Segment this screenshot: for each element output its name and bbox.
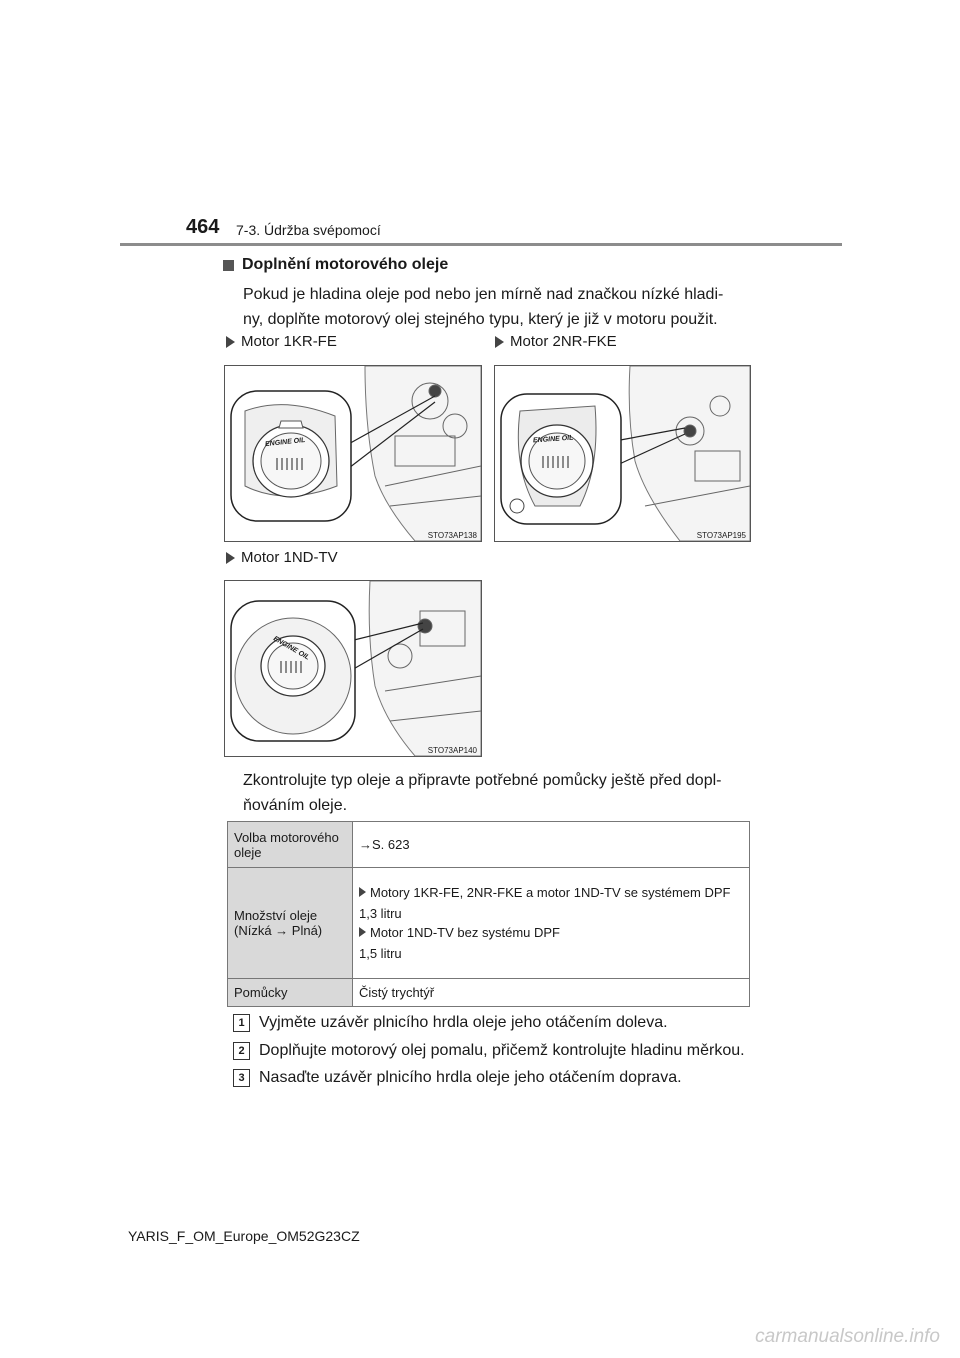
figure-caption-2nr (495, 333, 617, 350)
check-line: ňováním oleje. (243, 797, 348, 814)
oil-amount: 1,5 litru (359, 946, 402, 961)
engine-illustration (225, 581, 481, 756)
section-title: 7-3. Údržba svépomocí (236, 222, 381, 238)
step-number: 1 (233, 1014, 250, 1032)
figure-engine-2nr (494, 365, 751, 542)
step-number: 3 (233, 1069, 250, 1087)
figure-engine-1nd (224, 580, 482, 757)
oil-variant-item (359, 884, 743, 901)
watermark: carmanualsonline.info (755, 1326, 940, 1347)
oil-variant-item (359, 924, 743, 941)
header-divider (120, 243, 842, 246)
figure-code: STO73AP140 (427, 746, 477, 755)
page-number: 464 (186, 216, 220, 238)
section-heading-text: Doplnění motorového oleje (242, 256, 449, 273)
triangle-bullet-icon (359, 927, 366, 937)
table-value-cell (353, 868, 750, 979)
square-bullet-icon (223, 260, 234, 271)
check-line: Zkontrolujte typ oleje a připravte potřebné pomůcky ještě před dopl- (243, 772, 722, 789)
cap-label: ENGINE OIL (264, 436, 306, 449)
figure-code: STO73AP195 (696, 531, 746, 540)
table-row (228, 979, 750, 1007)
figure-caption-1kr (226, 333, 337, 350)
cap-label: ENGINE OIL (532, 434, 574, 445)
table-label-line: Množství oleje (234, 908, 318, 923)
table-label-cell: Volba motorového oleje (228, 822, 353, 868)
figure-caption-1nd (226, 549, 338, 566)
figure-caption-text: Motor 2NR-FKE (510, 333, 617, 350)
intro-line: ny, doplňte motorový olej stejného typu, který je již v motoru použit. (243, 311, 718, 328)
oil-spec-table (227, 821, 750, 1007)
step-text: Nasaďte uzávěr plnicího hrdla oleje jeho otáčením doprava. (259, 1069, 682, 1086)
table-label-line: (Nízká → Plná) (234, 923, 323, 938)
table-label-cell: Pomůcky (228, 979, 353, 1007)
step-number: 2 (233, 1042, 250, 1060)
step-text: Doplňujte motorový olej pomalu, přičemž kontrolujte hladinu měrkou. (259, 1042, 745, 1059)
table-value-cell: →S. 623 (353, 822, 750, 868)
step-3 (233, 1069, 682, 1087)
figure-caption-text: Motor 1ND-TV (241, 549, 338, 566)
intro-paragraph (243, 282, 753, 332)
table-label-cell (228, 868, 353, 979)
intro-line: Pokud je hladina oleje pod nebo jen mírně nad značkou nízké hladi- (243, 286, 724, 303)
oil-variant-text: Motor 1ND-TV bez systému DPF (370, 925, 560, 940)
check-paragraph (243, 768, 753, 818)
cap-label: ENGINE OIL (271, 635, 311, 662)
table-row (228, 868, 750, 979)
table-value-cell: Čistý trychtýř (353, 979, 750, 1007)
table-row (228, 822, 750, 868)
triangle-bullet-icon (359, 887, 366, 897)
engine-illustration (495, 366, 750, 541)
footer-code: YARIS_F_OM_Europe_OM52G23CZ (128, 1228, 360, 1244)
section-heading (223, 256, 448, 274)
figure-engine-1kr (224, 365, 482, 542)
figure-code: STO73AP138 (427, 531, 477, 540)
triangle-bullet-icon (226, 552, 235, 564)
oil-variant-text: Motory 1KR-FE, 2NR-FKE a motor 1ND-TV se systémem DPF (370, 885, 731, 900)
oil-amount: 1,3 litru (359, 906, 402, 921)
triangle-bullet-icon (226, 336, 235, 348)
figure-caption-text: Motor 1KR-FE (241, 333, 337, 350)
engine-illustration (225, 366, 481, 541)
step-2 (233, 1042, 745, 1060)
triangle-bullet-icon (495, 336, 504, 348)
step-text: Vyjměte uzávěr plnicího hrdla oleje jeho otáčením doleva. (259, 1014, 668, 1031)
step-1 (233, 1014, 668, 1032)
